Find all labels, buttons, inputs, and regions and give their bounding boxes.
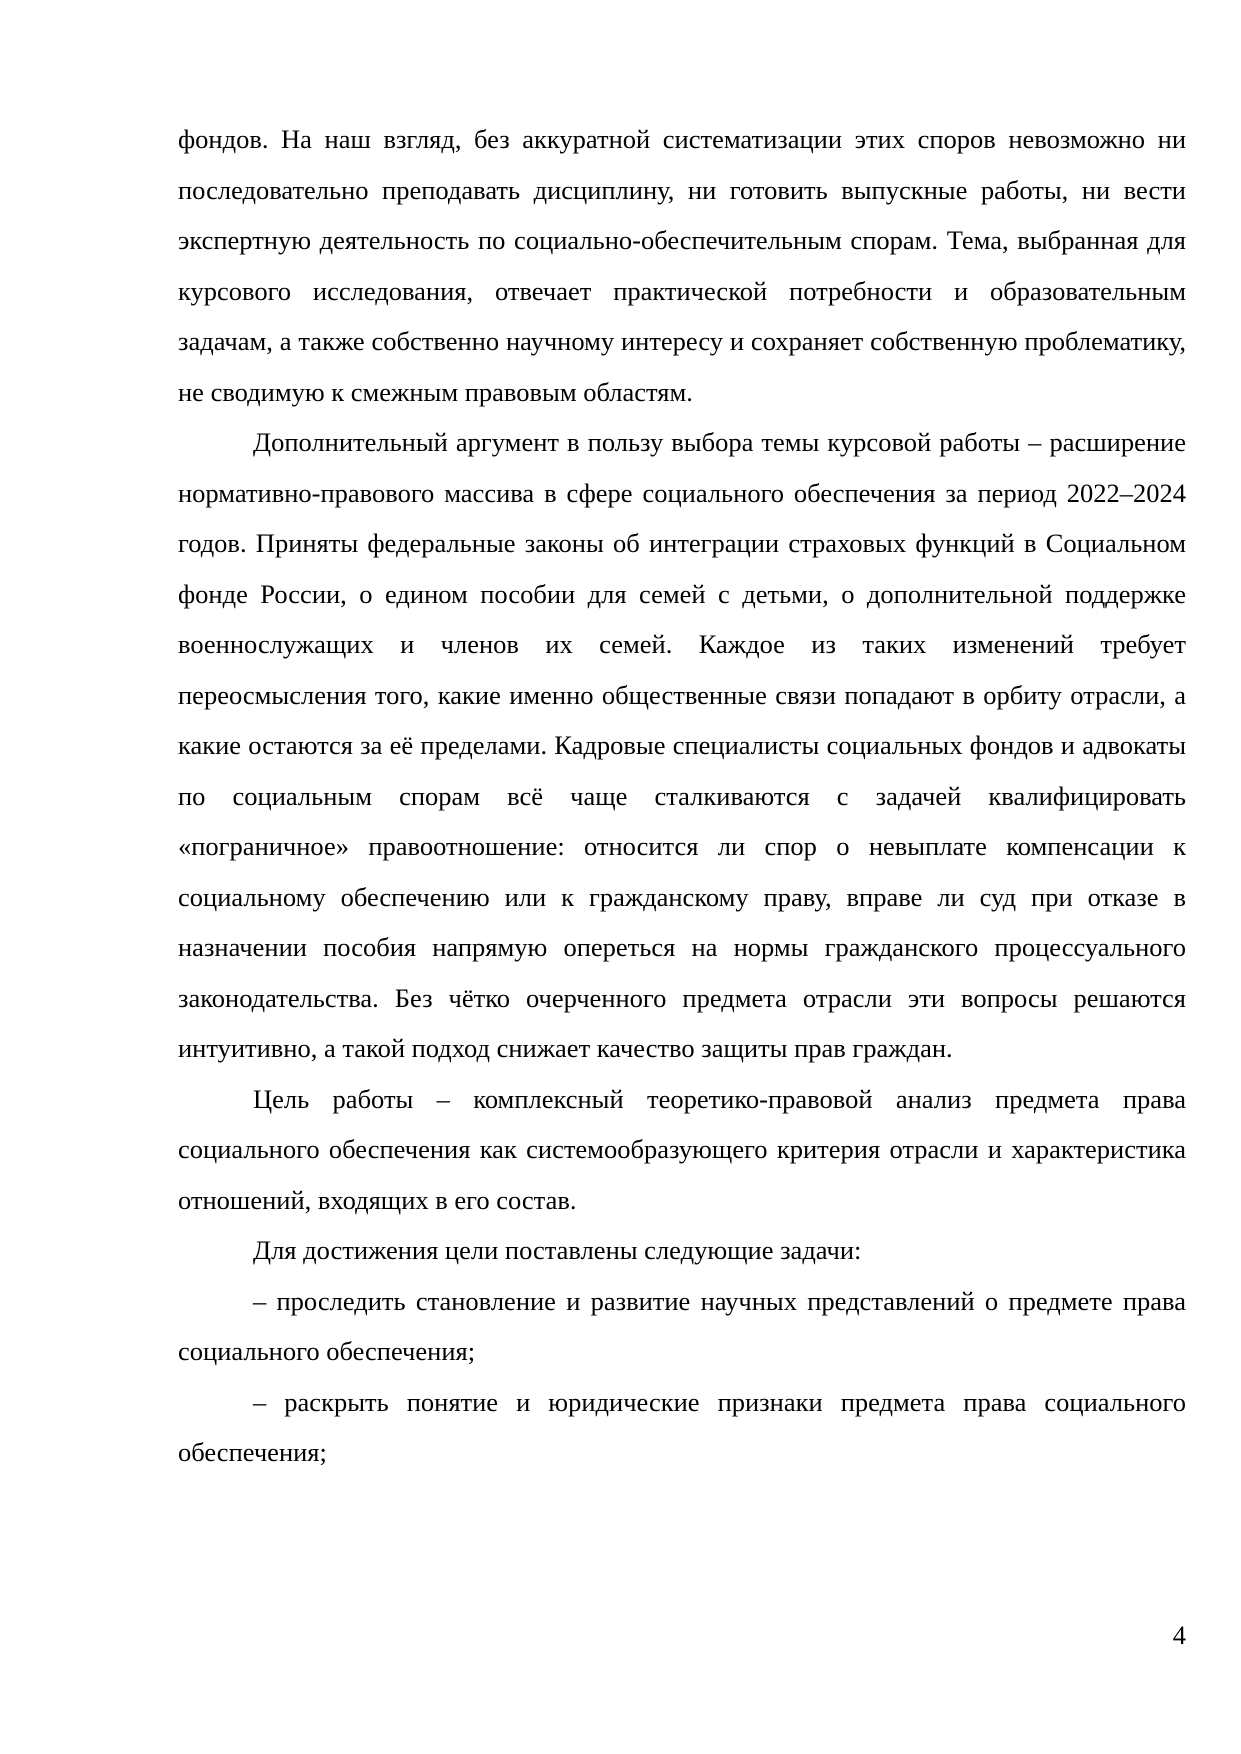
task-list-item: – проследить становление и развитие научных представлений о предмете права социального обеспечения; — [178, 1285, 1186, 1366]
page-number: 4 — [1172, 1620, 1186, 1650]
paragraph-goal: Цель работы – комплексный теоретико-правовой анализ предмета права социального обеспечения как системообразующего критерия отрасли и характеристика отношений, входящих в его состав. — [178, 1083, 1186, 1215]
body-text — [178, 114, 1186, 1478]
task-list-item: – раскрыть понятие и юридические признаки предмета права социального обеспечения; — [178, 1386, 1186, 1467]
paragraph-additional-argument: Дополнительный аргумент в пользу выбора темы курсовой работы – расширение нормативно-правового массива в сфере социального обеспечения за период 2022–2024 годов. Приняты федеральные законы об интеграции страховых функций в Социальном фонде России, о едином пособии для семей с детьми, о дополнительной поддержке военнослужащих и членов их семей. Каждое из таких изменений требует переосмысления того, какие именно общественные связи попадают в орбиту отрасли, а какие остаются за её пределами. Кадровые специалисты социальных фондов и адвокаты по социальным спорам всё чаще сталкиваются с задачей квалифицировать «пограничное» правоотношение: относится ли спор о невыплате компенсации к социальному обеспечению или к гражданскому праву, вправе ли суд при отказе в назначении пособия напрямую опереться на нормы гражданского процессуального законодательства. Без чётко очерченного предмета отрасли эти вопросы решаются интуитивно, а такой подход снижает качество защиты прав граждан. — [178, 427, 1186, 1063]
paragraph-tasks-intro: Для достижения цели поставлены следующие задачи: — [253, 1235, 862, 1265]
paragraph-continuation: фондов. На наш взгляд, без аккуратной систематизации этих споров невозможно ни последовательно преподавать дисциплину, ни готовить выпускные работы, ни вести экспертную деятельность по социально-обеспечительным спорам. Тема, выбранная для курсового исследования, отвечает практической потребности и образовательным задачам, а также собственно научному интересу и сохраняет собственную проблематику, не сводимую к смежным правовым областям. — [178, 124, 1186, 407]
